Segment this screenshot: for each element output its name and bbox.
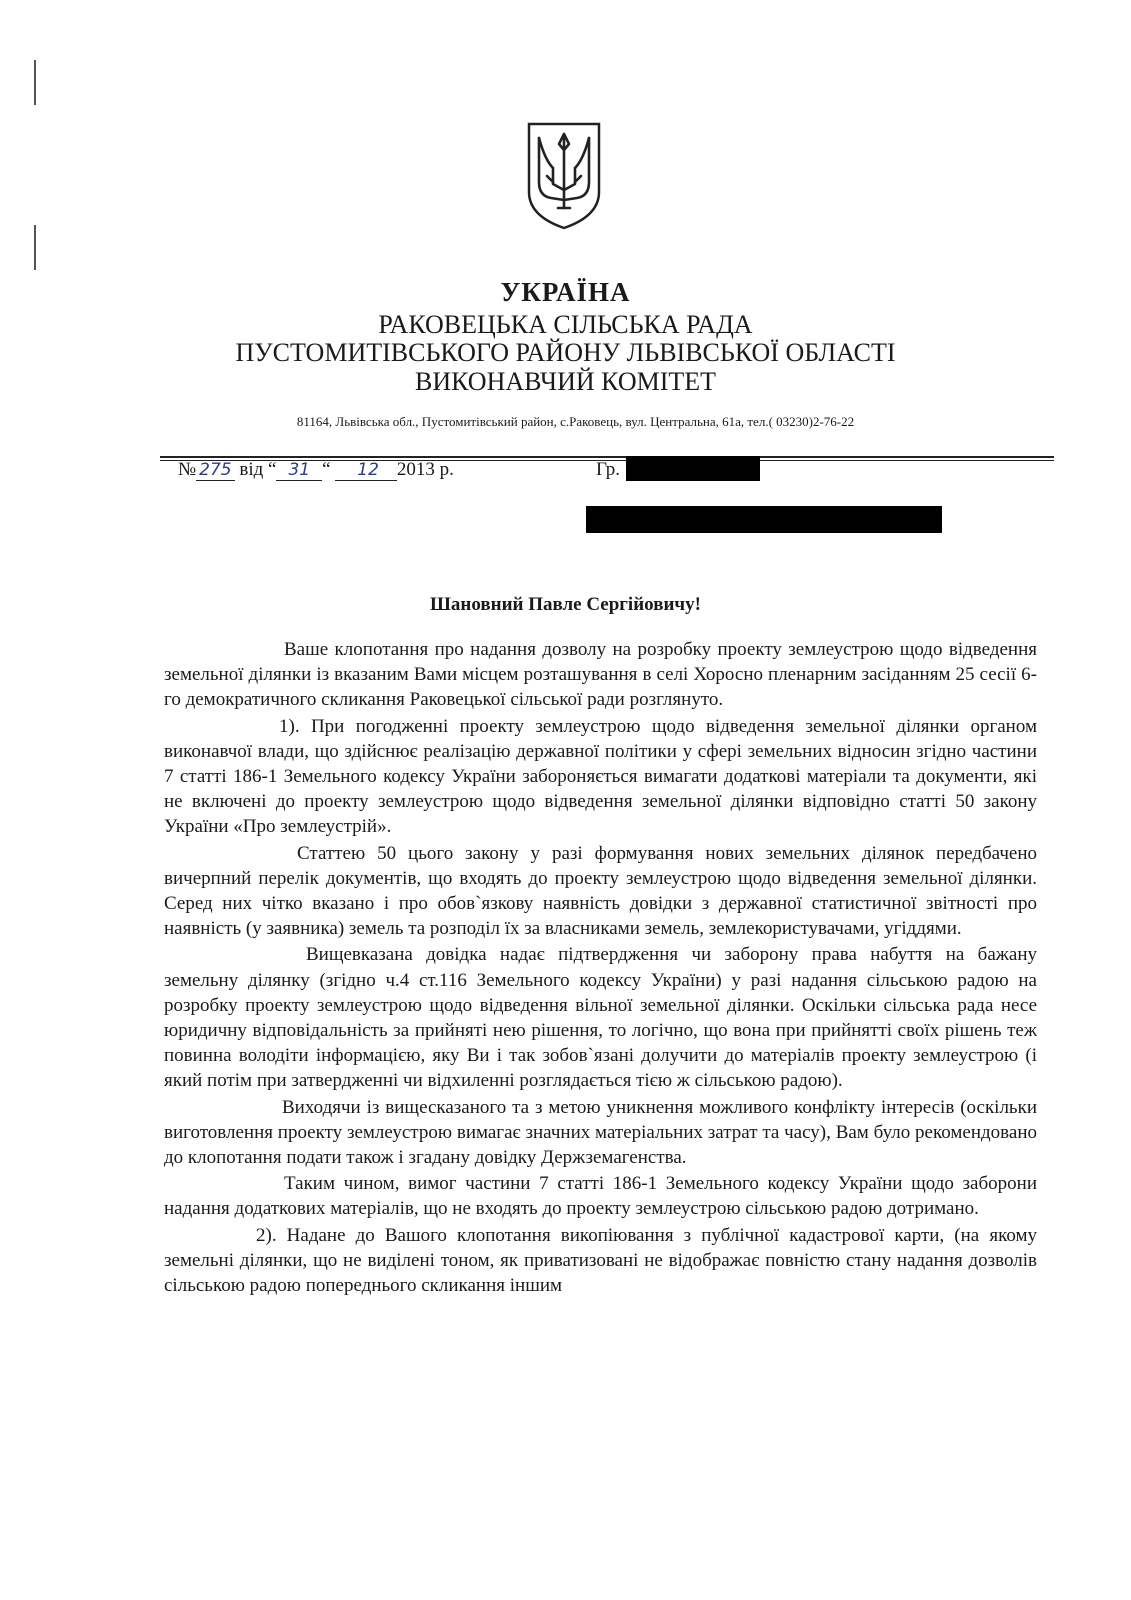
redacted-name xyxy=(626,456,760,481)
header-committee: ВИКОНАВЧИЙ КОМІТЕТ xyxy=(414,367,717,396)
header-district: ПУСТОМИТІВСЬКОГО РАЙОНУ ЛЬВІВСЬКОЇ ОБЛАСТІ xyxy=(235,338,896,367)
header-divider xyxy=(160,456,1054,458)
header-council: РАКОВЕЦЬКА СІЛЬСЬКА РАДА xyxy=(378,310,753,339)
scan-mark xyxy=(34,60,36,105)
paragraph: 1). При погодженні проекту землеустрою щодо відведення земельної ділянки органом виконавчої влади, що здійснює реалізацію державної політики у сфері земельних відносин згідно частини 7 статті 186-1 Земельного кодексу України забороняється вимагати додаткові матеріали та документи, які не включені до проекту землеустрою щодо відведення земельної ділянки відповідно статті 50 закону України «Про землеустрій». xyxy=(164,715,1037,838)
document-number: 275 xyxy=(196,460,234,481)
header-address: 81164, Львівська обл., Пустомитівський район, с.Раковець, вул. Центральна, 61а, тел.( 03230)2-76-22 xyxy=(296,414,855,429)
paragraph: 2). Надане до Вашого клопотання викопіювання з публічної кадастрової карти, (на якому земельні ділянки, що не виділені тоном, як приватизовані не відображає повністю стану надання дозволів сільською радою попереднього скликання іншим xyxy=(164,1224,1037,1297)
document-year: 2013 р. xyxy=(396,459,454,480)
from-label: від xyxy=(239,459,264,480)
document-month: 12 xyxy=(335,460,397,481)
document-day: 31 xyxy=(276,460,322,481)
letter-body xyxy=(164,637,1037,1299)
paragraph: Вищевказана довідка надає підтвердження чи заборону права набуття на бажану земельну ділянку (згідно ч.4 ст.116 Земельного кодексу України) у разі надання сільською радою на розробку проекту землеустрою щодо відведення вільної земельної ділянки. Оскільки сільська рада несе юридичну відповідальність за прийняті нею рішення, то логічно, що вона при прийнятті своїх рішень теж повинна володіти інформацією, яку Ви і так зобов`язані долучити до матеріалів проекту землеустрою (і який потім при затвердженні чи відхиленні розглядається тією ж сільською радою). xyxy=(164,944,1037,1092)
paragraph: Ваше клопотання про надання дозволу на розробку проекту землеустрою щодо відведення земельної ділянки із вказаним Вами місцем розташування в селі Хоросно пленарним засіданням 25 сесії 6-го демократичного скликання Раковецької сільської ради розглянуто. xyxy=(164,639,1037,711)
reference-line: № 275 від “ 31 “ 12 2013 р. xyxy=(178,459,454,480)
number-prefix: № xyxy=(178,459,197,480)
paragraph: Виходячи із вищесказаного та з метою уникнення можливого конфлікту інтересів (оскільки виготовлення проекту землеустрою вимагає значних матеріальних затрат та часу), Вам було рекомендовано до клопотання подати також і згадану довідку Держземагенства. xyxy=(164,1096,1037,1169)
scan-mark xyxy=(34,225,36,270)
recipient-prefix: Гр. xyxy=(596,459,621,480)
paragraph: Статтею 50 цього закону у разі формування нових земельних ділянок передбачено вичерпний перелік документів, що входять до проекту землеустрою щодо відведення земельної ділянки. Серед них чітко вказано і про обов`язкову наявність довідки з державної статистичної звітності про наявність (у заявника) земель та розподіл їх за власниками земель, землекористувачами, угіддями. xyxy=(164,842,1037,940)
coat-of-arms-trident-icon xyxy=(525,120,603,230)
header-country: УКРАЇНА xyxy=(500,277,631,307)
greeting: Шановний Павле Сергійовичу! xyxy=(430,594,701,615)
paragraph: Таким чином, вимог частини 7 статті 186-1 Земельного кодексу України щодо заборони надання додаткових матеріалів, що не входять до проекту землеустрою сільською радою дотримано. xyxy=(164,1173,1037,1220)
redacted-address xyxy=(586,506,942,533)
